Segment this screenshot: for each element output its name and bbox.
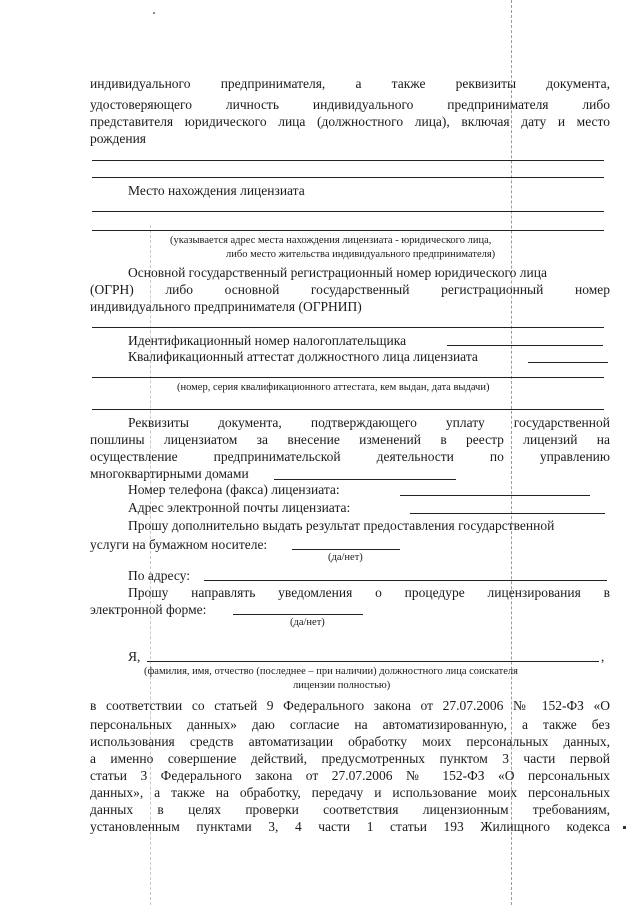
location-hint: либо место жительства индивидуального предпринимателя) — [226, 249, 496, 260]
ogrn-line: Основной государственный регистрационный номер юридического лица — [128, 265, 547, 280]
payment-line: осуществление предпринимательской деятельности по управлению — [90, 449, 610, 464]
fill-line — [92, 160, 604, 161]
payment-fill-line — [274, 479, 456, 480]
electronic-hint: (да/нет) — [290, 617, 325, 628]
fill-line — [92, 177, 604, 178]
consent-hint: (фамилия, имя, отчество (последнее – при наличии) должностного лица соискателя — [144, 666, 518, 677]
phone-fill-line — [400, 495, 590, 496]
paragraph1-line: индивидуального предпринимателя, а также реквизиты документа, — [90, 76, 610, 91]
electronic-fill-line — [233, 614, 363, 615]
scan-speck — [153, 12, 155, 14]
paper-line: услуги на бумажном носителе: — [90, 537, 268, 552]
address-fill-line — [204, 580, 607, 581]
inn-fill-line — [447, 345, 603, 346]
consent-line: использования средств автоматизации обработку моих персональных данных, — [90, 734, 610, 749]
address-label: По адресу: — [128, 568, 190, 583]
paragraph1-line: рождения — [90, 131, 147, 146]
electronic-line: Прошу направлять уведомления о процедуре лицензирования в — [128, 585, 610, 600]
location-label: Место нахождения лицензиата — [128, 183, 305, 198]
consent-line: данных», а также на обработку, передачу и использование моих персональных — [90, 785, 610, 800]
attestat-label: Квалификационный аттестат должностного лица лицензиата — [128, 349, 478, 364]
paper-fill-line — [292, 549, 400, 550]
scan-speck — [623, 826, 626, 829]
attestat-fill-line — [528, 362, 608, 363]
consent-comma: , — [601, 649, 605, 664]
consent-ya: Я, — [128, 649, 141, 664]
location-hint: (указывается адрес места нахождения лицензиата - юридического лица, — [170, 235, 492, 246]
payment-line: многоквартирными домами — [90, 466, 249, 481]
ogrn-line: индивидуального предпринимателя (ОГРНИП) — [90, 299, 362, 314]
fill-line — [92, 409, 604, 410]
consent-line: установленным пунктами 3, 4 части 1 статьи 193 Жилищного кодекса — [90, 819, 610, 834]
payment-line: пошлины лицензиатом за внесение изменений в реестр лицензий на — [90, 432, 610, 447]
inn-label: Идентификационный номер налогоплательщика — [128, 333, 407, 348]
paragraph1-line: удостоверяющего личность индивидуального предпринимателя либо — [90, 97, 610, 112]
fill-line — [92, 230, 604, 231]
email-label: Адрес электронной почты лицензиата: — [128, 500, 351, 515]
ogrn-line: (ОГРН) либо основной государственный регистрационный номер — [90, 282, 610, 297]
payment-line: Реквизиты документа, подтверждающего уплату государственной — [128, 415, 610, 430]
phone-label: Номер телефона (факса) лицензиата: — [128, 482, 340, 497]
consent-line: данных в целях проверки соответствия лицензионным требованиям, — [90, 802, 610, 817]
consent-line: статьи 3 Федерального закона от 27.07.2006 № 152-ФЗ «О персональных — [90, 768, 610, 783]
consent-name-fill-line — [147, 661, 599, 662]
consent-line: а именно совершение действий, предусмотренных пунктом 3 части первой — [90, 751, 610, 766]
consent-line: в соответствии со статьей 9 Федерального закона от 27.07.2006 № 152-ФЗ «О — [90, 698, 610, 713]
fill-line — [92, 327, 604, 328]
attestat-hint: (номер, серия квалификационного аттестата, кем выдан, дата выдачи) — [177, 382, 490, 393]
fill-line — [92, 211, 604, 212]
electronic-line: электронной форме: — [90, 602, 207, 617]
paragraph1-line: представителя юридического лица (должностного лица), включая дату и место — [90, 114, 610, 129]
paper-line: Прошу дополнительно выдать результат предоставления государственной — [128, 518, 555, 533]
email-fill-line — [410, 513, 605, 514]
paper-hint: (да/нет) — [328, 552, 363, 563]
consent-line: персональных данных» даю согласие на автоматизированную, а также без — [90, 717, 610, 732]
fill-line — [92, 377, 604, 378]
consent-hint: лицензии полностью) — [293, 680, 391, 691]
